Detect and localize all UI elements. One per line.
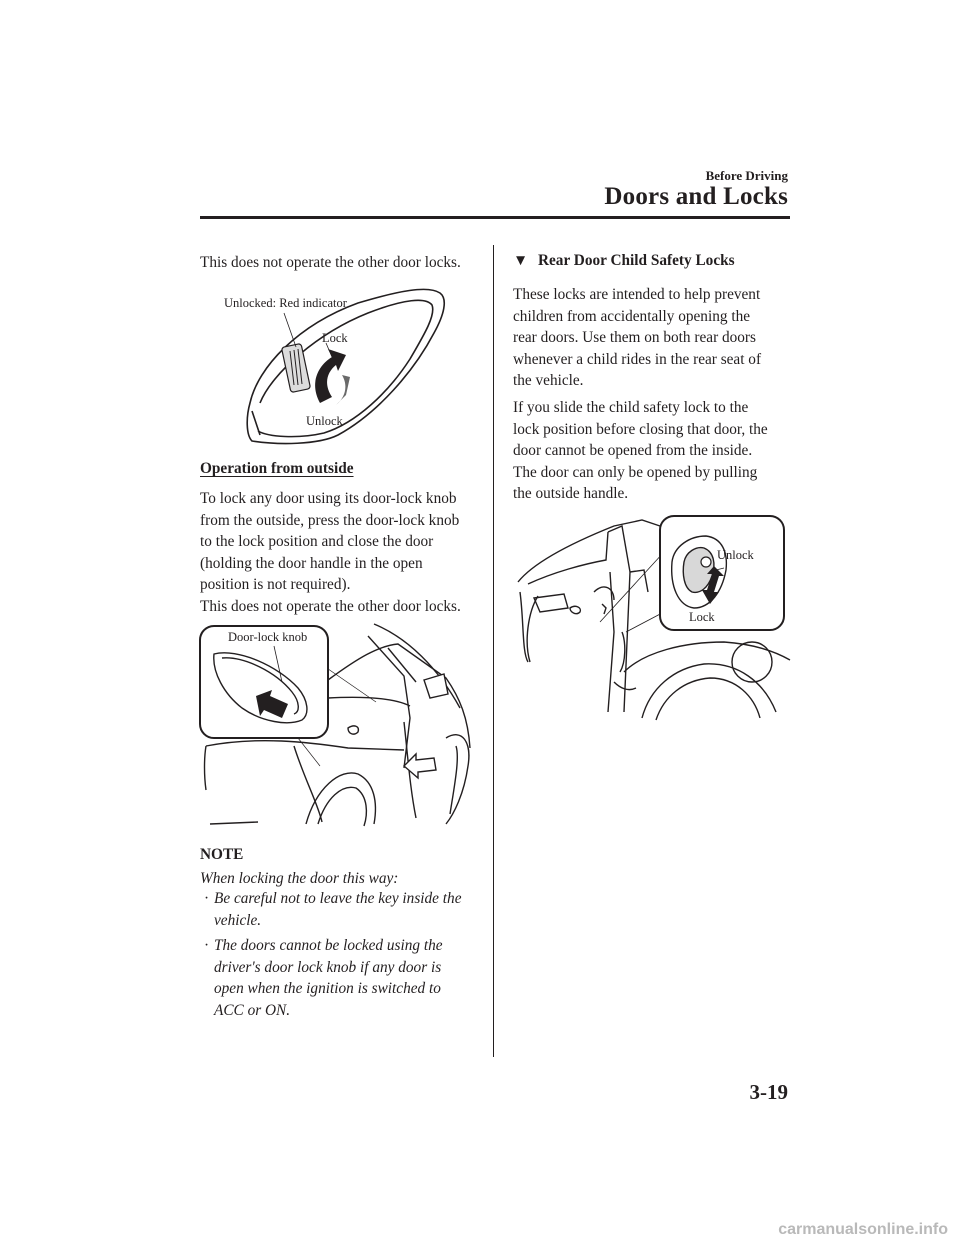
bullet-mark: · xyxy=(204,890,210,907)
section-heading-text: Rear Door Child Safety Locks xyxy=(537,252,735,269)
text-line: children from accidentally opening the xyxy=(513,307,751,325)
lock-inset-frame xyxy=(660,516,784,630)
watermark: carmanualsonline.info xyxy=(778,1221,948,1238)
triangle-marker-icon: ▼ xyxy=(513,252,529,269)
text-line: lock position before closing that door, the xyxy=(513,420,768,438)
text-line: open when the ignition is switched to xyxy=(214,980,441,997)
section-name: Before Driving xyxy=(705,168,788,183)
note-title: NOTE xyxy=(200,846,244,863)
lock-arrow-icon xyxy=(315,349,350,405)
text-line: driver's door lock knob if any door is xyxy=(214,958,442,976)
text-line: Be careful not to leave the key inside the xyxy=(214,890,462,907)
text-line: The door can only be opened by pulling xyxy=(513,463,758,481)
child-safety-lock-figure xyxy=(514,512,790,720)
label-lock: Lock xyxy=(689,610,715,624)
lock-switch xyxy=(281,343,310,392)
label-unlock: Unlock xyxy=(306,414,343,428)
text-line: To lock any door using its door-lock knob xyxy=(200,490,457,507)
subheading-operation-outside: Operation from outside xyxy=(200,460,354,477)
text-line: vehicle. xyxy=(214,911,262,929)
label-lock: Lock xyxy=(322,331,348,345)
page-title: Doors and Locks xyxy=(604,183,788,210)
text-line: rear doors. Use them on both rear doors xyxy=(513,329,756,346)
text-line: to the lock position and close the door xyxy=(200,533,434,550)
text-line: the vehicle. xyxy=(513,372,584,389)
interior-lock-figure xyxy=(224,285,458,445)
text-line: The doors cannot be locked using the xyxy=(214,937,443,954)
right-paragraph-2 xyxy=(513,397,790,505)
push-arrow-icon xyxy=(404,754,436,778)
section-heading-child-locks xyxy=(513,252,790,270)
label-unlock: Unlock xyxy=(717,548,754,562)
header-rule xyxy=(200,216,790,219)
text-line: This does not operate the other door locks. xyxy=(200,597,461,615)
left-paragraph-2 xyxy=(200,488,476,617)
text-line: If you slide the child safety lock to the xyxy=(513,399,749,416)
text-line: (holding the door handle in the open xyxy=(200,554,423,572)
door-lock-knob-figure xyxy=(198,618,478,830)
note-bullet-1 xyxy=(204,888,484,931)
text-line: position is not required). xyxy=(200,576,351,593)
text-line: These locks are intended to help prevent xyxy=(513,286,761,303)
note-bullet-2 xyxy=(204,935,484,1021)
text-line: door cannot be opened from the inside. xyxy=(513,442,753,459)
right-paragraph-1 xyxy=(513,284,790,392)
label-door-lock-knob: Door-lock knob xyxy=(228,630,308,644)
text-line: whenever a child rides in the rear seat of xyxy=(513,350,762,368)
column-divider xyxy=(493,245,494,1057)
text-line: from the outside, press the door-lock knob xyxy=(200,511,460,529)
text-line: ACC or ON. xyxy=(214,1001,291,1019)
label-red-indicator: Unlocked: Red indicator xyxy=(224,296,347,310)
bullet-mark: · xyxy=(204,937,210,954)
note-intro: When locking the door this way: xyxy=(200,870,399,887)
page-number: 3-19 xyxy=(749,1080,788,1104)
text-line: the outside handle. xyxy=(513,485,629,502)
left-paragraph-1: This does not operate the other door locks. xyxy=(200,254,461,271)
